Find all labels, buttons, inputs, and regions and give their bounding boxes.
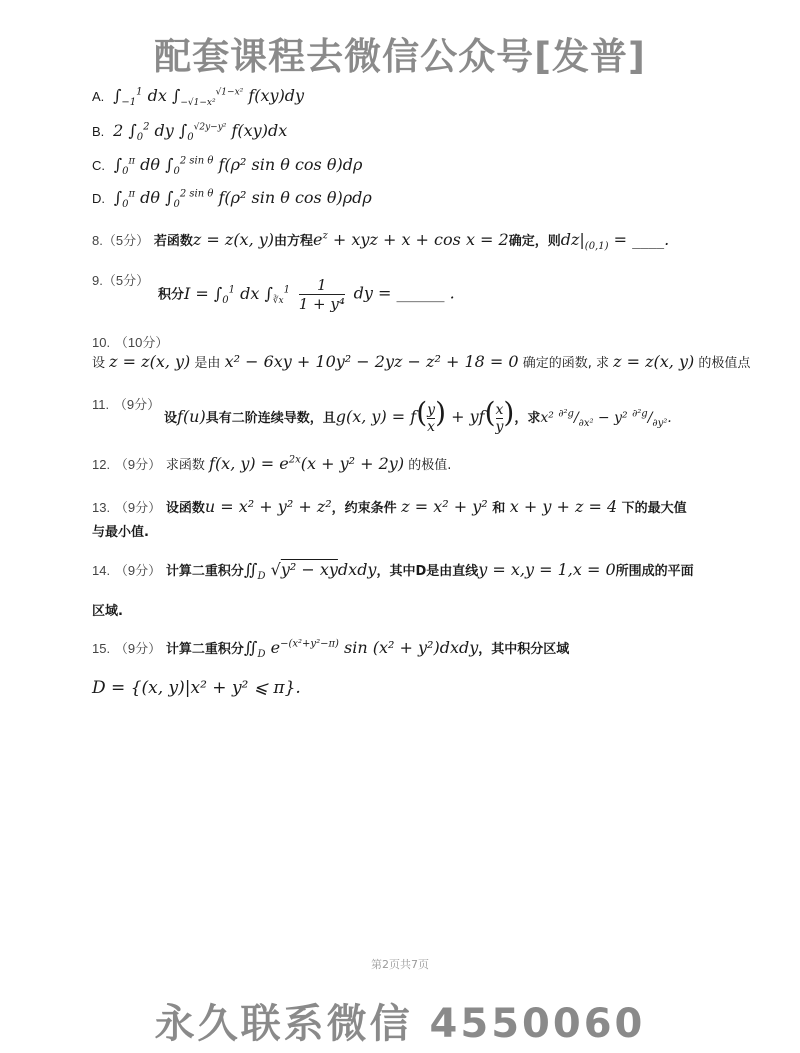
question-12: 12. （9分） 求函数 f(x, $y) = e^{2x}(x + y^2 + 2y)$ 的极值.	[92, 454, 452, 473]
q13-line2	[92, 521, 149, 540]
q9-number: 9.	[92, 273, 103, 288]
question-14: 14. （9分） 计算二重积分$∬_D$ √y² − xydxdy，其中D是由直线y = x,y = 1,x = 0所围成的平面	[92, 560, 694, 583]
question-8: 8.（5分） 若函数z = z(x, y)由方程$e^z$ + xyz + x + cos x = 2确定，则$dz|_{(0,1)}$ = ____.	[92, 230, 670, 253]
q15-line2	[92, 678, 301, 698]
page-footer: 第2页共7页	[371, 958, 429, 971]
question-13: 13. （9分） 设函数u = x² + y² + z²，约束条件 z = x² + y² 和 x + y + z = 4 下的最大值	[92, 497, 687, 516]
q15-number: 15.	[92, 641, 111, 656]
q10-score: （10分）	[114, 335, 169, 350]
q10-text: 设 z = z(x, y) 是由 x² − 6xy + 10y² − 2yz − z² + 18 = 0 确定的函数, 求 z = z(x, y) 的极值点	[92, 352, 751, 371]
option-a: A. $\int_{-1}^1$ dx $\int_{-√1-x^2}^{√1-x^2}$ f(xy)dy	[92, 86, 305, 109]
q11-score: （9分）	[113, 397, 161, 412]
option-c: C. $\int_0^\pi$ dθ $\int_0^{2 sin \theta}$ f(ρ² sin θ cos θ)dρ	[92, 155, 363, 178]
q14-number: 14.	[92, 563, 111, 578]
q14-continuation: 区域.	[92, 604, 123, 619]
q14-score: （9分）	[114, 563, 162, 578]
q9-formula: 积分$I = \int_0^1$ dx $\int_{∛x}^1$ $\frac{1}{\text{1 + y⁴}}$ dy = ______ .	[158, 276, 455, 313]
q12-number: 12.	[92, 457, 111, 472]
q11-text: 设f(u)具有二阶连续导数，且g(x, y) = f( $\frac{y}{x}$ ) + yf( $\frac{x}{y}$ )，求x² $^{\partial^2g}/_{\partial x^2} - y^2$ $^{\partial^2g}/_{\partial y^2}$.	[164, 396, 672, 435]
option-d: D. $\int_0^\pi$ dθ $\int_0^{2 sin \theta}$ f(ρ² sin θ cos θ)ρdρ	[92, 188, 372, 211]
watermark-top: 配套课程去微信公众号[发普]	[154, 35, 646, 78]
q15-score: （9分）	[114, 641, 162, 656]
watermark-bottom: 永久联系微信 4550060	[154, 1001, 646, 1047]
question-9	[92, 270, 149, 289]
q13-continuation: 与最小值.	[92, 525, 149, 540]
option-b-label: B.	[92, 124, 105, 139]
q8-score: （5分）	[102, 233, 150, 248]
q10-number: 10.	[92, 335, 111, 350]
q11-number: 11.	[92, 397, 110, 412]
question-11	[92, 394, 160, 413]
q14-line2	[92, 600, 123, 619]
option-b: B. 2 $\int_0^2$ dy $\int_0^{√2y-y^2}$ f(xy)dx	[92, 121, 288, 144]
q15-region: D = {(x, y)|x² + y² ⩽ π}.	[92, 678, 301, 698]
q12-score: （9分）	[114, 457, 162, 472]
q13-number: 13.	[92, 500, 111, 515]
option-d-label: D.	[92, 191, 105, 206]
q13-score: （9分）	[114, 500, 162, 515]
option-c-label: C.	[92, 158, 105, 173]
q8-number: 8.	[92, 233, 103, 248]
q9-score: （5分）	[102, 273, 150, 288]
question-15: 15. （9分） 计算二重积分$∬_D$ $e^{-(x^2+y^2-\pi)}$ sin (x² + y²)dxdy，其中积分区域	[92, 638, 570, 661]
question-10	[92, 332, 168, 351]
option-a-label: A.	[92, 89, 105, 104]
